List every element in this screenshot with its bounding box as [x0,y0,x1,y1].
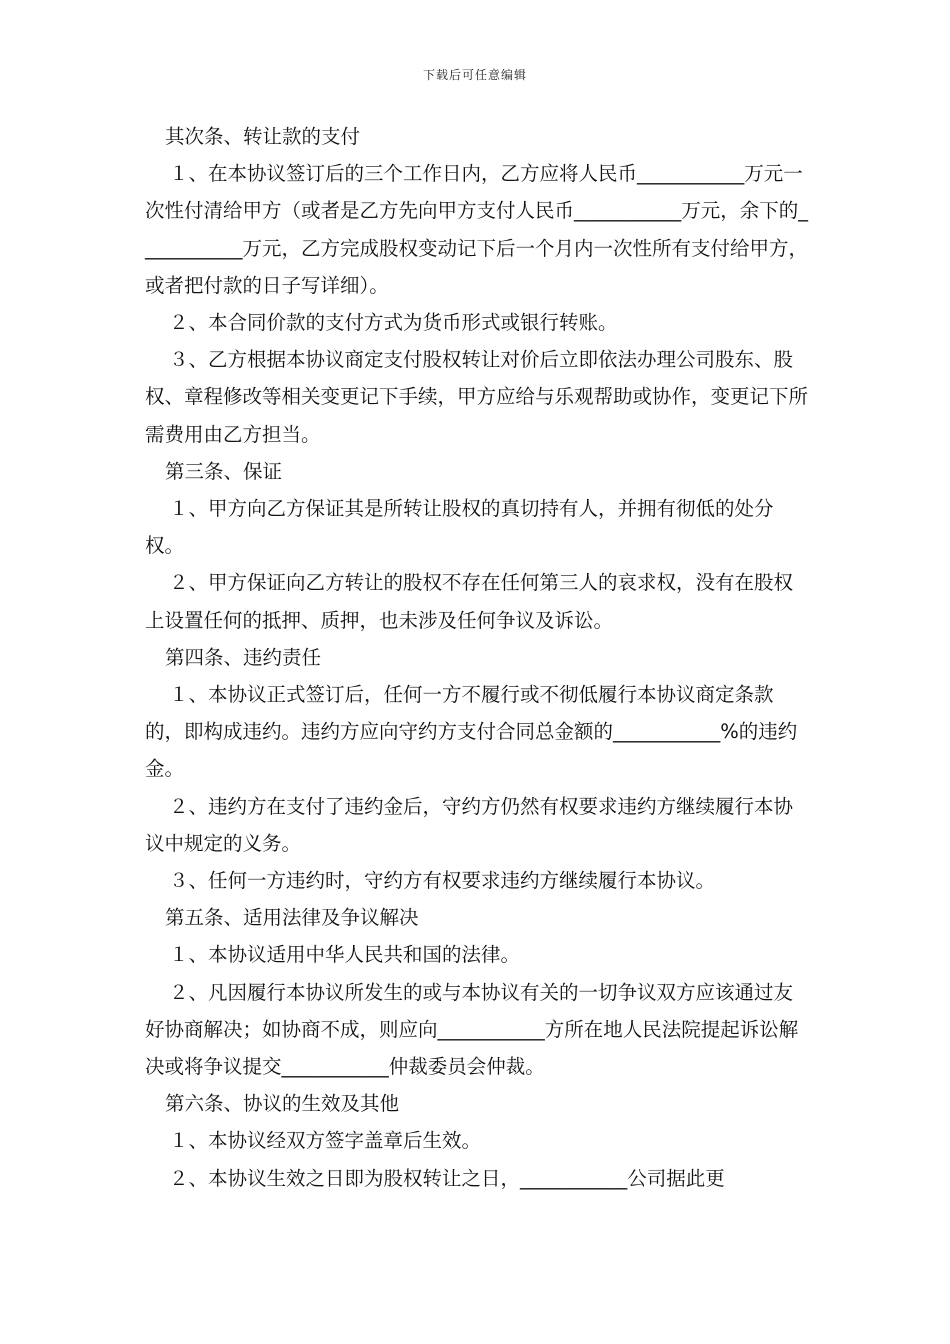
clause-4-3: ３、任何一方违约时，守约方有权要求违约方继续履行本协议。 [169,869,716,893]
section-heading-3: 第三条、保证 [165,459,283,483]
clause-3-2: ２、甲方保证向乙方转让的股权不存在任何第三人的哀求权，没有在股权上设置任何的抵押、质押，也未涉及任何争议及诉讼。 [145,571,794,632]
clause-4-1: １、本协议正式签订后，任何一方不履行或不彻低履行本协议商定条款的，即构成违约。违约方应向守约方支付合同总金额的___________%的违约金。 [145,683,798,781]
section-heading-2: 其次条、转让款的支付 [165,125,361,148]
section-heading-5: 第五条、适用法律及争议解决 [165,906,419,930]
clause-2-2: ２、本合同价款的支付方式为货币形式或银行转账。 [169,311,618,335]
clause-6-2: ２、本协议生效之日即为股权转让之日，___________公司据此更 [169,1166,725,1190]
page-header: 下载后可任意编辑 [422,68,527,82]
clause-5-1: １、本协议适用中华人民共和国的法律。 [169,943,521,967]
clause-3-1: １、甲方向乙方保证其是所转让股权的真切持有人，并拥有彻低的处分权。 [145,497,774,558]
clause-4-2: ２、违约方在支付了违约金后，守约方仍然有权要求违约方继续履行本协议中规定的义务。 [145,794,794,855]
section-heading-4: 第四条、违约责任 [165,645,322,669]
section-heading-6: 第六条、协议的生效及其他 [165,1092,400,1116]
clause-2-3: ３、乙方根据本协议商定支付股权转让对价后立即依法办理公司股东、股权、章程修改等相关变更记下手续，甲方应给与乐观帮助或协作，变更记下所需费用由乙方担当。 [145,348,809,446]
clause-5-2: ２、凡因履行本协议所发生的或与本协议有关的一切争议双方应该通过友好协商解决；如协商不成，则应向___________方所在地人民法院提起诉讼解决或将争议提交___________仲裁委员会仲裁。 [145,980,799,1079]
clause-2-1: １、在本协议签订后的三个工作日内，乙方应将人民币___________万元一次性付清给甲方（或者是乙方先向甲方支付人民币___________万元，余下的___________万元，乙方完成股权变动记下后一个月内一次性所有支付给甲方，或者把付款的日子写详细）。 [145,162,809,297]
clause-6-1: １、本协议经双方签字盖章后生效。 [169,1129,482,1153]
document-body [145,118,810,1197]
